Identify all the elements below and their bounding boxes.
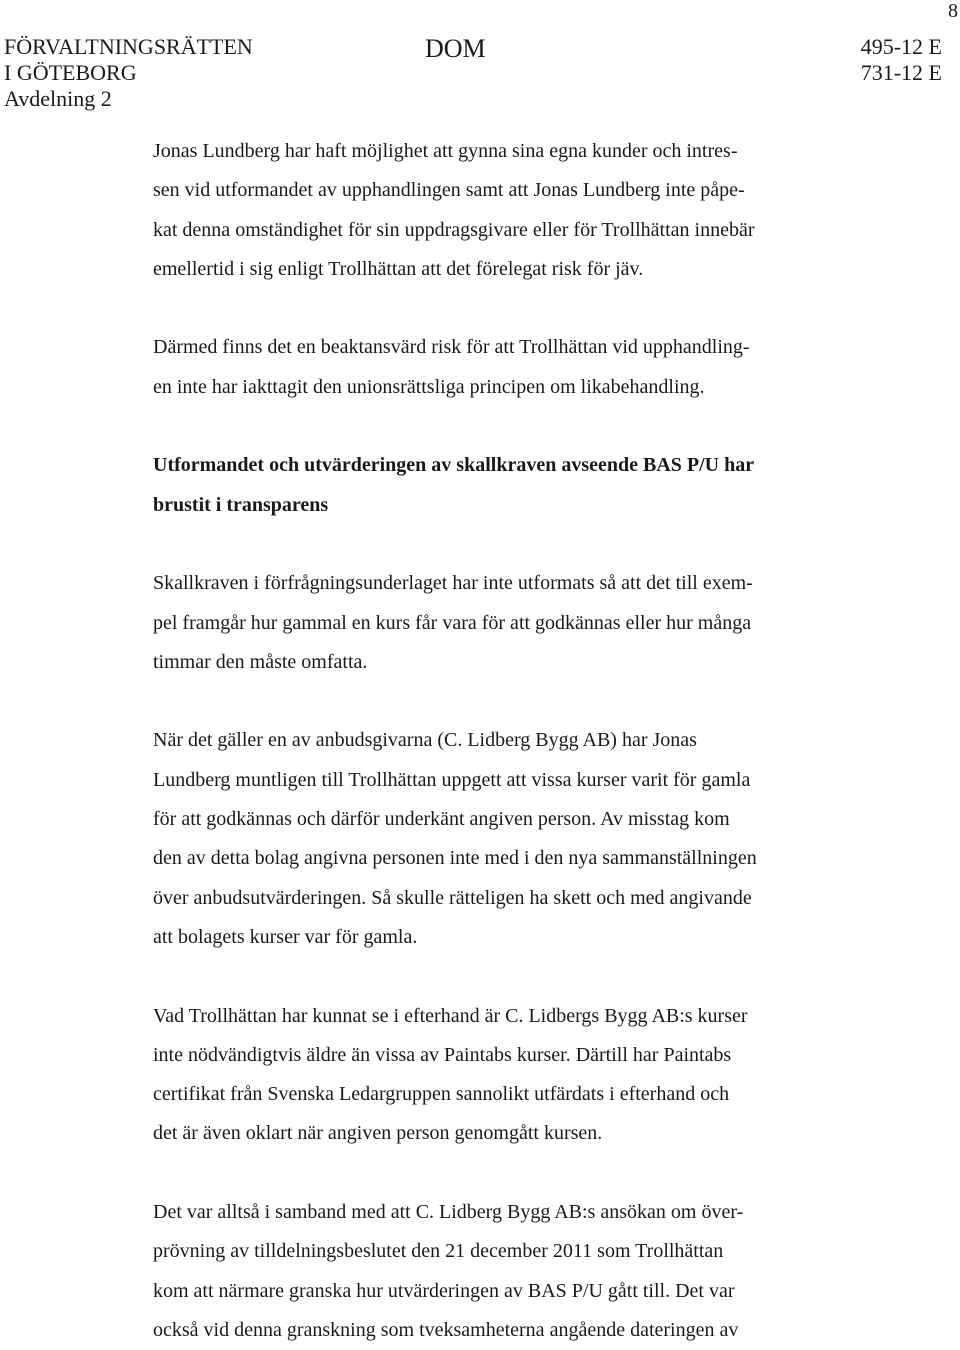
court-name: FÖRVALTNINGSRÄTTEN	[4, 34, 253, 59]
heading-line: Utformandet och utvärderingen av skallkraven avseende BAS P/U har	[153, 454, 755, 477]
heading-line: brustit i transparens	[153, 493, 329, 516]
text-line: det är även oklart när angiven person genomgått kursen.	[153, 1122, 603, 1145]
text-line: När det gäller en av anbudsgivarna (C. Lidberg Bygg AB) har Jonas	[153, 729, 697, 752]
text-line: emellertid i sig enligt Trollhättan att det förelegat risk för jäv.	[153, 257, 644, 280]
paragraph-gap	[153, 957, 853, 996]
text-line: kom att närmare granska hur utvärderingen av BAS P/U gått till. Det var	[153, 1279, 735, 1302]
paragraph-skallkrav	[153, 564, 853, 682]
text-line: också vid denna granskning som tveksamheterna angående dateringen av	[153, 1318, 739, 1341]
section-heading	[153, 446, 853, 525]
text-line: över anbudsutvärderingen. Så skulle rätteligen ha skett och med angivande	[153, 886, 752, 909]
paragraph-likabehandling	[153, 328, 853, 407]
court-city: I GÖTEBORG	[4, 60, 137, 85]
court-division: Avdelning 2	[4, 86, 112, 111]
case-number: 495-12 E	[860, 34, 942, 59]
text-line: sen vid utformandet av upphandlingen samt att Jonas Lundberg inte påpe-	[153, 179, 745, 202]
text-line: certifikat från Svenska Ledargruppen sannolikt utfärdats i efterhand och	[153, 1083, 730, 1106]
text-line: Därmed finns det en beaktansvärd risk för att Trollhättan vid upphandling-	[153, 336, 750, 359]
text-line: en inte har iakttagit den unionsrättsliga principen om likabehandling.	[153, 375, 705, 398]
paragraph-anbudsgivare	[153, 721, 853, 957]
text-line: Det var alltså i samband med att C. Lidberg Bygg AB:s ansökan om över-	[153, 1201, 744, 1224]
document-header	[0, 0, 960, 120]
paragraph-gap	[153, 682, 853, 721]
text-line: att bolagets kurser var för gamla.	[153, 925, 418, 948]
text-line: prövning av tilldelningsbeslutet den 21 december 2011 som Trollhättan	[153, 1240, 724, 1263]
paragraph-gap	[153, 407, 853, 446]
text-line: timmar den måste omfatta.	[153, 650, 368, 673]
text-line: den av detta bolag angivna personen inte med i den nya sammanställningen	[153, 847, 757, 870]
text-line: Jonas Lundberg har haft möjlighet att gynna sina egna kunder och intres-	[153, 140, 738, 162]
paragraph-gap	[153, 525, 853, 564]
text-line: Vad Trollhättan har kunnat se i efterhand är C. Lidbergs Bygg AB:s kurser	[153, 1004, 748, 1027]
paragraph-overprovning	[153, 1193, 853, 1350]
text-line: Skallkraven i förfrågningsunderlaget har inte utformats så att det till exem-	[153, 572, 753, 595]
text-line: för att godkännas och därför underkänt angiven person. Av misstag kom	[153, 808, 730, 831]
page-number: 8	[948, 0, 958, 22]
paragraph-jav-risk	[153, 132, 853, 289]
text-line: kat denna omständighet för sin uppdragsgivare eller för Trollhättan innebär	[153, 218, 755, 241]
text-line: inte nödvändigtvis äldre än vissa av Paintabs kurser. Därtill har Paintabs	[153, 1043, 732, 1066]
paragraph-efterhand	[153, 997, 853, 1154]
document-body	[153, 132, 853, 1350]
text-line: pel framgår hur gammal en kurs får vara för att godkännas eller hur många	[153, 611, 752, 634]
text-line: Lundberg muntligen till Trollhättan uppgett att vissa kurser varit för gamla	[153, 768, 751, 791]
paragraph-gap	[153, 1154, 853, 1193]
paragraph-gap	[153, 289, 853, 328]
document-type: DOM	[425, 34, 486, 63]
case-number: 731-12 E	[860, 60, 942, 85]
